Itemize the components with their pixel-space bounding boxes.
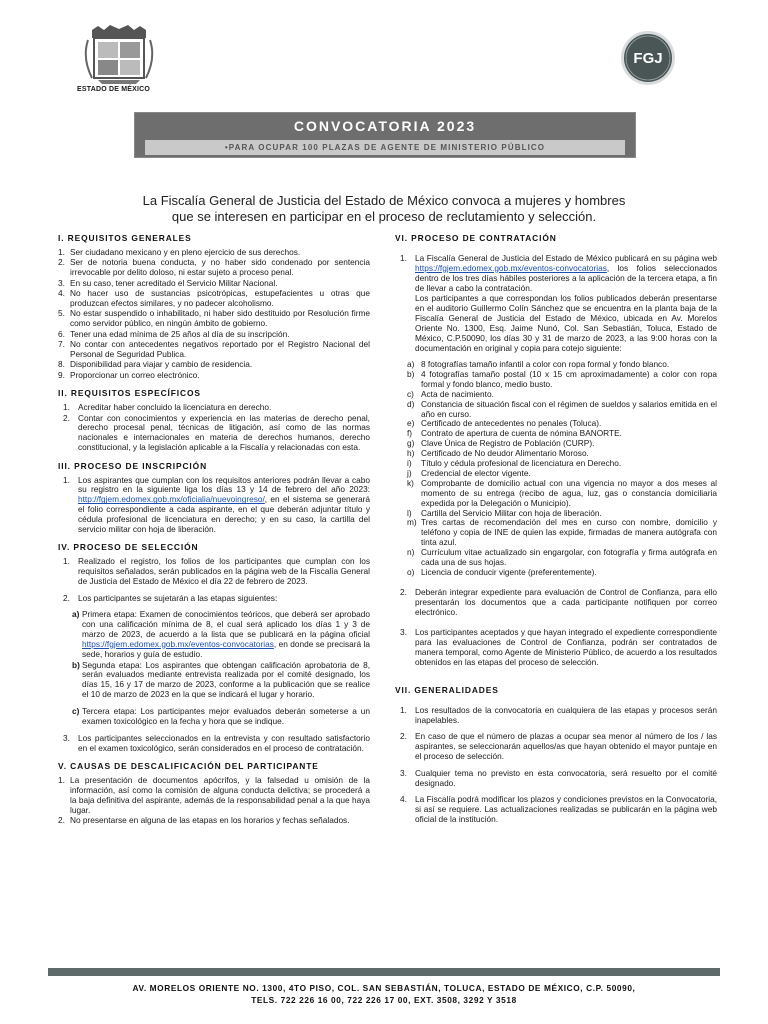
document-item: f) Contrato de apertura de cuenta de nómina BANORTE. — [407, 428, 622, 439]
proceso-inscripcion-list — [58, 476, 370, 535]
footer-address — [48, 982, 720, 1006]
footer-address-line: AV. MORELOS ORIENTE NO. 1300, 4TO PISO, COL. SAN SEBASTIÁN, TOLUCA, ESTADO DE MÉXICO, C.P. 50090, — [132, 983, 636, 993]
requisitos-generales-list — [58, 248, 370, 381]
list-item: 9. Proporcionar un correo electrónico. — [58, 369, 200, 380]
list-item: 2. Deberán integrar expediente para evaluación de Control de Confianza, para ello presentarán los documentos que a cada participante notifiquen por correo electrónico. — [400, 586, 717, 617]
footer-phones-line: TELS. 722 226 16 00, 722 226 17 00, EXT. 3508, 3292 Y 3518 — [251, 995, 517, 1005]
section-heading-generalidades: VII. GENERALIDADES — [395, 685, 499, 696]
fgj-logo — [620, 30, 676, 86]
list-item: 8. Disponibilidad para viajar y cambio de residencia. — [58, 359, 253, 370]
document-item: i) Título y cédula profesional de licenciatura en Derecho. — [407, 458, 622, 469]
document-item: c) Acta de nacimiento. — [407, 388, 494, 399]
section-heading-requisitos-especificos: II. REQUISITOS ESPECÍFICOS — [58, 388, 201, 399]
causas-descalificacion-list — [58, 776, 370, 826]
stage-item: c) Tercera etapa: Los participantes mejor evaluados deberán someterse a un examen toxicológico en la fecha y hora que se indique. — [72, 706, 370, 727]
convocatoria-banner — [134, 112, 636, 158]
list-item: 3. Los participantes aceptados y que hayan integrado el expediente correspondiente para las evaluaciones de Control de Confianza, podrán ser contratados de manera temporal, como Agente de Ministerio Público, de acuerdo a los resultados obtenidos en las etapas del proceso de selección. — [400, 627, 717, 667]
requisitos-especificos-list — [58, 403, 370, 453]
proceso-contratacion-list — [395, 254, 717, 668]
list-item: 3. En su caso, tener acreditado el Servicio Militar Nacional. — [58, 277, 278, 288]
list-item: 2. Los participantes se sujetarán a las etapas siguientes: — [63, 592, 278, 603]
list-item: 1. Acreditar haber concluido la licenciatura en derecho. — [63, 402, 272, 413]
document-item: n) Currículum vitae actualizado sin engargolar, con fotografía y firma autógrafa en cada una de sus hojas. — [407, 547, 717, 568]
documents-list — [395, 360, 717, 578]
section-heading-proceso-inscripcion: III. PROCESO DE INSCRIPCIÓN — [58, 460, 208, 471]
document-item: d) Constancia de situación fiscal con el régimen de sueldos y salarios emitida en el año en curso. — [407, 398, 717, 419]
list-item: 7. No contar con antecedentes negativos reportado por el Registro Nacional del Personal de Seguridad Publica. — [58, 339, 370, 359]
list-item: 1. La presentación de documentos apócrifos, y la falsedad u omisión de la información, así como la comisión de alguna conducta delictiva; se procederá a la baja definitiva del aspirante, además de la responsabilidad penal a la que haya lugar. — [58, 775, 370, 815]
intro-line-1: La Fiscalía General de Justicia del Estado de México convoca a mujeres y hombres — [142, 193, 626, 208]
proceso-seleccion-list — [58, 557, 370, 753]
section-heading-causas-descalificacion: V. CAUSAS DE DESCALIFICACIÓN DEL PARTICIPANTE — [58, 761, 319, 772]
svg-text:FGJ: FGJ — [633, 50, 663, 67]
list-item: 1. Ser ciudadano mexicano y en pleno ejercicio de sus derechos. — [58, 246, 301, 257]
document-item: a) 8 fotografías tamaño infantil a color con ropa formal y fondo blanco. — [407, 358, 670, 369]
list-item: 6. Tener una edad mínima de 25 años al día de su inscripción. — [58, 328, 290, 339]
list-item: 3. Los participantes seleccionados en la entrevista y con resultado satisfactorio en el examen toxicológico, serán considerados en el proceso de contratación. — [63, 732, 370, 753]
stage-item: b) Segunda etapa: Los aspirantes que obtengan calificación aprobatoria de 8, serán evaluados mediante entrevista realizada por el comité designado, los días 15, 16 y 17 de marzo de 2023, conforme a la publicación que se realice el 10 de marzo de 2023 en la que se indicará el lugar y horario. — [72, 659, 370, 700]
intro-line-2: que se interesen en participar en el proceso de reclutamiento y selección. — [171, 209, 597, 224]
document-item: m) Tres cartas de recomendación del mes en curso con nombre, domicilio y teléfono y copia de INE de quien las expide, firmadas de manera autógrafa con tinta azul. — [407, 517, 717, 548]
banner-subtitle: •PARA OCUPAR 100 PLAZAS DE AGENTE DE MINISTERIO PÚBLICO — [145, 140, 625, 155]
list-item: 1. Los resultados de la convocatoria en cualquiera de las etapas y procesos serán inapelables. — [400, 705, 717, 726]
list-item: 2. Contar con conocimientos y experiencia en las materias de derecho penal, derecho procesal penal, técnicas de litigación, así como de las normas nacionales e internacionales en materia de derechos humanos, derecho constitucional, y la legislación aplicable a la Fiscalía y relacionadas con esta. — [63, 412, 370, 453]
intro-paragraph — [60, 193, 708, 225]
left-column — [58, 232, 370, 827]
estado-de-mexico-label: ESTADO DE MÉXICO — [77, 86, 151, 93]
list-item: 4. No hacer uso de sustancias psicotrópicas, estupefacientes u otras que produzcan efectos similares, y no padecer alcoholismo. — [58, 288, 370, 308]
eventos-convocatorias-link[interactable]: https://fgjem.edomex.gob.mx/eventos-convocatorias — [82, 638, 274, 649]
document-item: h) Certificado de No deudor Alimentario Moroso. — [407, 448, 589, 459]
list-item: 4. La Fiscalía podrá modificar los plazos y condiciones previstos en la Convocatoria, si así se requiere. Las actualizaciones realizadas se publicarán en la página web oficial de la institución. — [400, 794, 717, 824]
document-item: e) Certificado de antecedentes no penales (Toluca). — [407, 418, 602, 429]
list-item: 2. En caso de que el número de plazas a ocupar sea menor al número de los / las aspirantes, se seleccionarán aquellos/as que hayan obtenido el mayor puntaje en el proceso de selección. — [400, 731, 717, 762]
banner-title: CONVOCATORIA 2023 — [293, 118, 477, 134]
document-item: o) Licencia de conducir vigente (preferentemente). — [407, 567, 597, 577]
list-item: 1. Realizado el registro, los folios de los participantes que cumplan con los requisitos señalados, serán publicados en la página web de la Fiscalía General de Justicia del Estado de México el día 22 de febrero de 2023. — [63, 556, 370, 587]
footer-divider-bar — [48, 968, 720, 976]
generalidades-list — [395, 706, 717, 825]
section-heading-proceso-seleccion: IV. PROCESO DE SELECCIÓN — [58, 542, 199, 553]
document-item: g) Clave Única de Registro de Población (CURP). — [407, 438, 595, 449]
section-heading-requisitos-generales: I. REQUISITOS GENERALES — [58, 233, 192, 243]
document-item: j) Credencial de elector vigente. — [407, 467, 531, 478]
document-item: k) Comprobante de domicilio actual con una vigencia no mayor a dos meses al momento de su entrega (recibo de agua, luz, gas o constancia domiciliaria expedida por la Delegación o Municipio). — [407, 477, 717, 508]
document-item: b) 4 fotografías tamaño postal (10 x 15 cm aproximadamente) a color con ropa formal y fondo blanco, medio busto. — [407, 368, 717, 389]
list-item-paragraph: Los participantes a que correspondan los folios publicados deberán presentarse en el auditorio Guillermo Colín Sánchez que se encuentra en la planta baja de la Fiscalía General de Justicia del Estado de México, ubicada en Av. Morelos Oriente No. 1300, Esq. Jaime Nunó, Col. San Sebastián, Toluca, Estado de México, C.P.50090, los días 30 y 31 de marzo de 2023, a las 9:00 horas con la documentación en original y copia para cotejo siguiente: — [415, 293, 717, 353]
nuevo-ingreso-link[interactable]: http://fgjem.edomex.gob.mx/oficialia/nuevoingreso/ — [78, 494, 265, 505]
list-item: 1. Los aspirantes que cumplan con los requisitos anteriores podrán llevar a cabo su registro en la siguiente liga los días 13 y 14 de febrero del año 2023: http://fgjem.edomex.gob.mx/oficialia/nuevoingreso/, en el sistema se generará el folio correspondiente a cada aspirante, en el que deberán adjuntar título y cédula profesional de licenciatura en derecho; y en su caso, la cartilla del servicio militar con hoja de liberación. — [63, 474, 370, 535]
list-item: 2. Ser de notoria buena conducta, y no haber sido condenado por sentencia irrevocable por delito doloso, ni estar sujeto a proceso penal. — [58, 257, 370, 278]
list-item: 1. La Fiscalía General de Justicia del Estado de México publicará en su página web https://fgjem.edomex.gob.mx/eventos-convocatorias, los folios seleccionados dentro de los tres días hábiles posteriores a la aplicación de la tercera etapa, a fin de llevar a cabo la contratación. — [400, 252, 717, 293]
section-heading-proceso-contratacion: VI. PROCESO DE CONTRATACIÓN — [395, 233, 557, 243]
list-item: 2. No presentarse en alguna de las etapas en los horarios y fechas señalados. — [58, 815, 350, 826]
header — [0, 0, 768, 105]
document-item: l) Cartilla del Servicio Militar con hoja de liberación. — [407, 507, 602, 518]
right-column — [395, 232, 717, 825]
list-item: 5. No estar suspendido o inhabilitado, ni haber sido destituido por Resolución firme como servidor público, en ningún ámbito de gobierno. — [58, 308, 370, 329]
list-item: 3. Cualquier tema no previsto en esta convocatoria, será resuelto por el comité designado. — [400, 767, 717, 788]
stage-item: a) Primera etapa: Examen de conocimientos teóricos, que deberá ser aprobado con una calificación mínima de 8, el cual será aplicado los días 1 y 3 de marzo de 2023, de acuerdo a la lista que se publicará en la página oficial https://fgjem.edomex.gob.mx/eventos-convocatorias, en donde se precisará la sede, horarios y guía de estudio. — [72, 609, 370, 659]
eventos-convocatorias-link[interactable]: https://fgjem.edomex.gob.mx/eventos-convocatorias — [415, 262, 607, 273]
